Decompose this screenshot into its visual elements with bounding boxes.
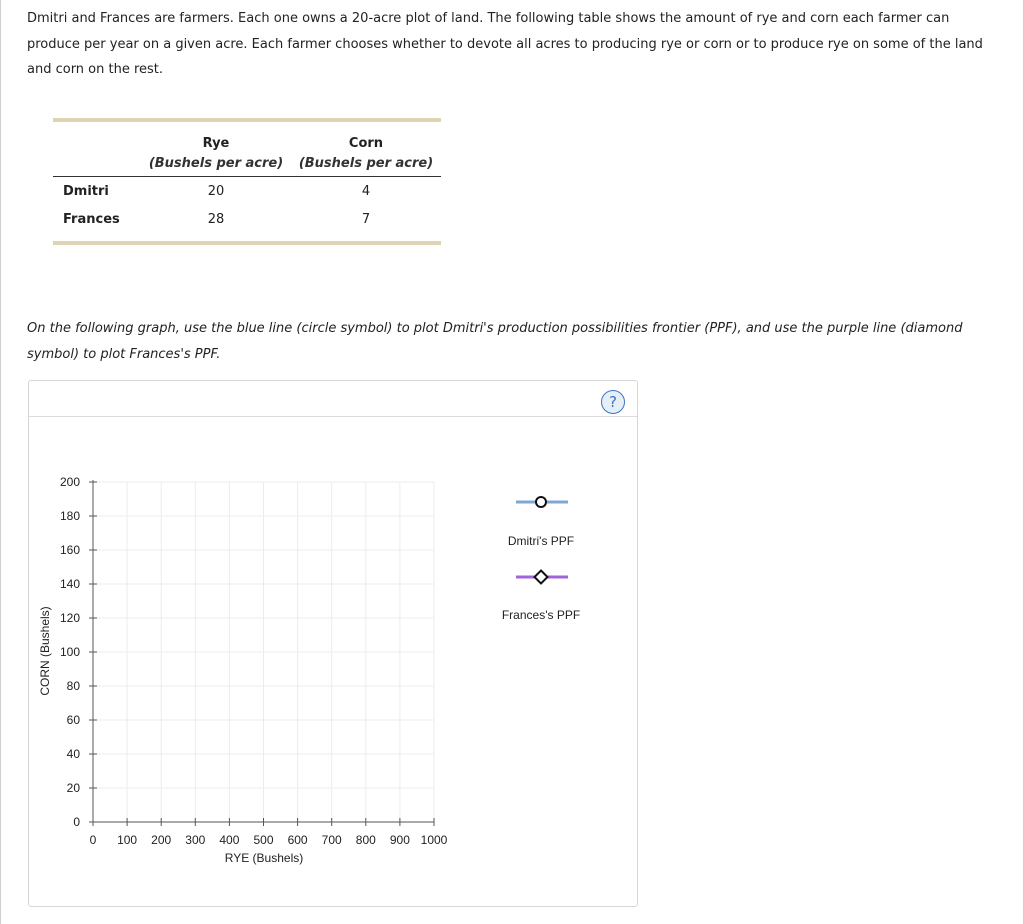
table-row xyxy=(53,205,441,233)
intro-paragraph: Dmitri and Frances are farmers. Each one owns a 20-acre plot of land. The following table shows the amount of rye and corn each farmer can produce per year on a given acre. Each farmer chooses whether to devote all acres to producing rye or corn or to produce rye on some of the land and corn on the rest. xyxy=(27,11,983,77)
x-tick-label: 800 xyxy=(355,833,376,847)
x-tick-label: 200 xyxy=(151,833,172,847)
header-rye: Rye xyxy=(202,136,230,151)
x-tick-label: 500 xyxy=(253,833,274,847)
y-tick-label: 60 xyxy=(66,713,80,727)
tick-layer xyxy=(60,475,448,847)
legend-dmitri[interactable] xyxy=(508,497,574,548)
row-corn: 4 xyxy=(361,183,371,199)
page-border-left xyxy=(0,0,1,924)
y-tick-label: 160 xyxy=(59,543,80,557)
diamond-marker-icon xyxy=(535,571,548,584)
graph-instructions: On the following graph, use the blue line (circle symbol) to plot Dmitri's production possibilities frontier (PPF), and use the purple line (diamond symbol) to plot Frances's PPF. xyxy=(27,321,963,362)
production-table xyxy=(53,118,441,245)
y-tick-label: 140 xyxy=(59,577,80,591)
question-circle-icon[interactable]: ? xyxy=(601,390,625,414)
y-tick-label: 180 xyxy=(59,509,80,523)
x-tick-label: 700 xyxy=(321,833,342,847)
ppf-chart[interactable] xyxy=(29,381,637,906)
x-tick-label: 1000 xyxy=(420,833,448,847)
x-tick-label: 300 xyxy=(185,833,206,847)
x-tick-label: 400 xyxy=(219,833,240,847)
y-tick-label: 200 xyxy=(59,475,80,489)
y-tick-label: 40 xyxy=(66,747,80,761)
row-name: Dmitri xyxy=(63,183,109,199)
graph-panel xyxy=(28,380,638,907)
subheader-rye: (Bushels per acre) xyxy=(148,156,284,171)
x-axis-label: RYE (Bushels) xyxy=(224,851,304,865)
legend-label-dmitri: Dmitri's PPF xyxy=(507,534,575,548)
x-tick-label: 0 xyxy=(89,833,97,847)
row-name: Frances xyxy=(63,211,120,227)
y-tick-label: 80 xyxy=(66,679,80,693)
header-corn: Corn xyxy=(348,136,384,151)
x-tick-label: 100 xyxy=(117,833,138,847)
row-rye: 20 xyxy=(207,183,225,199)
table-bottom-rule xyxy=(53,241,441,245)
row-corn: 7 xyxy=(361,211,371,227)
y-tick-label: 0 xyxy=(73,815,80,829)
y-tick-label: 20 xyxy=(66,781,80,795)
y-tick-label: 100 xyxy=(59,645,80,659)
table-row xyxy=(53,177,441,205)
legend-label-frances: Frances's PPF xyxy=(501,608,581,622)
x-tick-label: 600 xyxy=(287,833,308,847)
legend-frances[interactable] xyxy=(502,571,580,623)
row-rye: 28 xyxy=(207,211,225,227)
circle-marker-icon xyxy=(536,497,546,507)
subheader-corn: (Bushels per acre) xyxy=(298,156,434,171)
grid-layer xyxy=(93,482,434,822)
y-axis-label: CORN (Bushels) xyxy=(38,606,52,696)
x-tick-label: 900 xyxy=(389,833,410,847)
y-tick-label: 120 xyxy=(59,611,80,625)
